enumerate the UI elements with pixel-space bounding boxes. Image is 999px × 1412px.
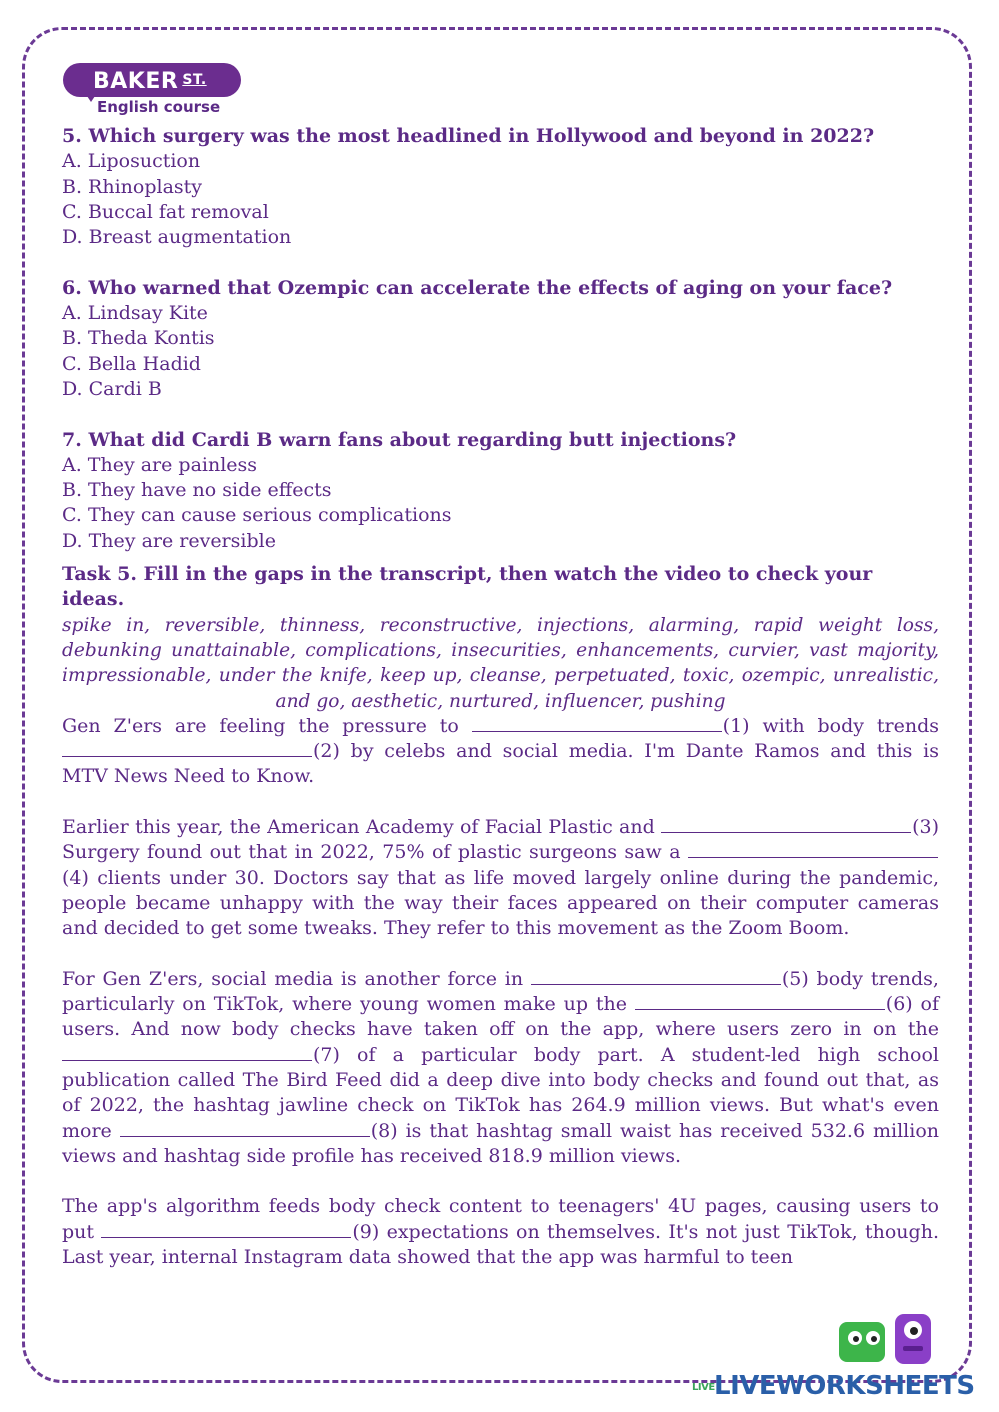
text-segment: (7) of a particular body part. A student-led high school publication called The Bird Feed did a deep dive into body checks and found out that, as of 2022, the hashtag jawline check on TikTok has 264.9 million views. But what's even more <box>62 1043 939 1142</box>
task-title: Task 5. Fill in the gaps in the transcript, then watch the video to check your ideas. <box>62 563 873 611</box>
transcript-paragraph-3 <box>62 967 939 1169</box>
text-segment: (3) Surgery found out that in 2022, 75% of plastic surgeons saw a <box>62 816 939 864</box>
text-segment: (4) clients under 30. Doctors say that as life moved largely online during the pandemic, people became unhappy with the way their faces appeared on their computer cameras and decided to get some tweaks. They refer to this movement as the Zoom Boom. <box>62 866 939 940</box>
liveworksheets-mascot-icon <box>833 1308 943 1372</box>
option-c[interactable]: C. Buccal fat removal <box>62 200 269 223</box>
option-b[interactable]: B. Rhinoplasty <box>62 175 203 198</box>
option-d[interactable]: D. They are reversible <box>62 529 276 552</box>
text-segment: (6) of users. And now body checks have taken off on the app, where users zero in on the <box>62 993 939 1041</box>
brand-name: LIVEWORKSHEETS <box>714 1371 975 1401</box>
gap-7-input[interactable] <box>62 1043 312 1061</box>
text-segment: Earlier this year, the American Academy of Facial Plastic and <box>62 816 662 839</box>
baker-st-logo <box>63 63 243 119</box>
word-bank: spike in, reversible, thinness, reconstructive, injections, alarming, rapid weight loss, debunking unattainable, complications, insecurities, enhancements, curvier, vast majority, impressionable, under the knife, keep up, cleanse, perpetuated, toxic, ozempic, unrealistic, and go, aesthetic, nurtured, influencer, pushing <box>62 614 939 712</box>
liveworksheets-brand <box>692 1371 975 1401</box>
logo-speech-tail <box>85 93 97 102</box>
logo-badge <box>63 63 241 97</box>
option-d[interactable]: D. Breast augmentation <box>62 226 292 249</box>
gap-1-input[interactable] <box>472 714 722 732</box>
option-b[interactable]: B. Theda Kontis <box>62 327 215 350</box>
transcript-paragraph-1 <box>62 714 939 790</box>
text-segment: For Gen Z'ers, social media is another force in <box>62 967 531 990</box>
gap-4-input[interactable] <box>688 840 938 858</box>
transcript-paragraph-4 <box>62 1194 939 1270</box>
option-b[interactable]: B. They have no side effects <box>62 479 332 502</box>
question-text: 7. What did Cardi B warn fans about regarding butt injections? <box>62 428 737 451</box>
gap-5-input[interactable] <box>531 967 781 985</box>
question-7 <box>62 428 939 554</box>
option-a[interactable]: A. Liposuction <box>62 150 201 173</box>
question-text: 5. Which surgery was the most headlined in Hollywood and beyond in 2022? <box>62 125 875 147</box>
question-text: 6. Who warned that Ozempic can accelerate the effects of aging on your face? <box>62 276 893 299</box>
option-c[interactable]: C. They can cause serious complications <box>62 504 452 527</box>
logo-brand-suffix: ST. <box>182 72 207 88</box>
text-segment: The app's algorithm feeds body check content to teenagers' 4U pages, causing users to put <box>62 1195 939 1243</box>
option-d[interactable]: D. Cardi B <box>62 377 162 400</box>
text-segment: (8) is that hashtag small waist has received 532.6 million views and hashtag side profile has received 818.9 million views. <box>62 1119 939 1167</box>
question-6 <box>62 276 939 402</box>
option-a[interactable]: A. They are painless <box>62 453 258 476</box>
text-segment: (5) body trends, particularly on TikTok, where young women make up the <box>62 967 939 1016</box>
brand-live: LIVE <box>692 1382 715 1393</box>
transcript-paragraph-2 <box>62 815 939 941</box>
gap-8-input[interactable] <box>120 1119 370 1137</box>
worksheet-content <box>62 124 939 1270</box>
option-c[interactable]: C. Bella Hadid <box>62 352 201 375</box>
logo-brand: BAKER <box>93 69 179 94</box>
text-segment: (2) by celebs and social media. I'm Dante Ramos and this is MTV News Need to Know. <box>62 740 939 788</box>
text-segment: (9) expectations on themselves. It's not just TikTok, though. Last year, internal Instagram data showed that the app was harmful to teen <box>62 1220 939 1269</box>
gap-3-input[interactable] <box>661 815 911 833</box>
question-5 <box>62 124 939 250</box>
gap-2-input[interactable] <box>62 739 312 757</box>
text-segment: (1) with body trends <box>722 714 939 737</box>
logo-subtitle: English course <box>97 98 221 116</box>
option-a[interactable]: A. Lindsay Kite <box>62 302 208 325</box>
gap-6-input[interactable] <box>635 992 885 1010</box>
text-segment: Gen Z'ers are feeling the pressure to <box>62 714 472 737</box>
gap-9-input[interactable] <box>101 1220 351 1238</box>
